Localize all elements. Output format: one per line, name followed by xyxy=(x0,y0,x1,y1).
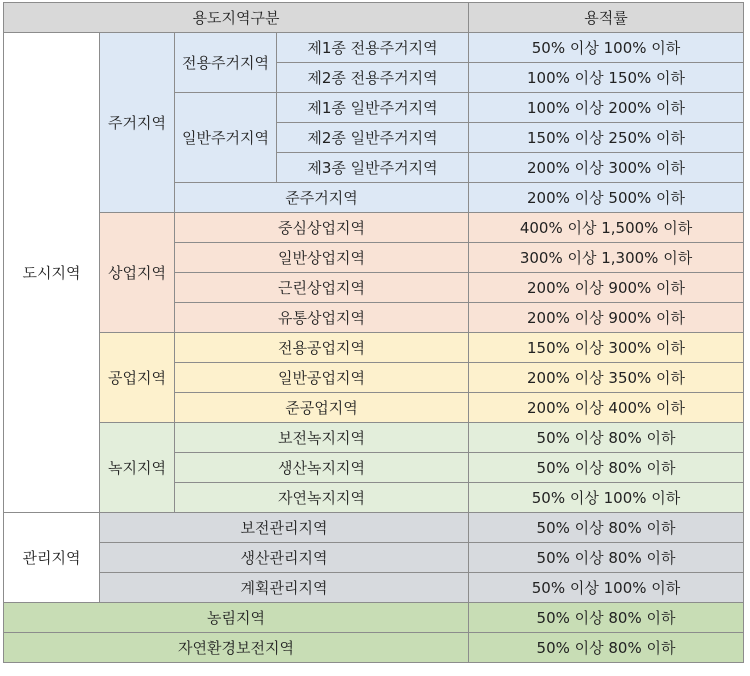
zone-name: 유통상업지역 xyxy=(175,303,469,333)
header-floor-area-ratio: 용적률 xyxy=(469,3,744,33)
zone-ratio: 100% 이상 150% 이하 xyxy=(469,63,744,93)
management-area-label: 관리지역 xyxy=(4,513,100,603)
header-zoning-category: 용도지역구분 xyxy=(4,3,469,33)
natural-environment-conservation-area: 자연환경보전지역 xyxy=(4,633,469,663)
green-area-label: 녹지지역 xyxy=(100,423,175,513)
table-row xyxy=(4,543,744,573)
zone-name: 일반상업지역 xyxy=(175,243,469,273)
zone-name: 전용공업지역 xyxy=(175,333,469,363)
commercial-area-label: 상업지역 xyxy=(100,213,175,333)
table-row xyxy=(4,603,744,633)
table-row xyxy=(4,573,744,603)
table-row xyxy=(4,33,744,63)
zone-ratio: 200% 이상 900% 이하 xyxy=(469,273,744,303)
urban-area-label: 도시지역 xyxy=(4,33,100,513)
zone-ratio: 200% 이상 300% 이하 xyxy=(469,153,744,183)
zone-name: 생산녹지지역 xyxy=(175,453,469,483)
zone-name: 일반공업지역 xyxy=(175,363,469,393)
table-row xyxy=(4,423,744,453)
zone-ratio: 200% 이상 400% 이하 xyxy=(469,393,744,423)
zone-ratio: 100% 이상 200% 이하 xyxy=(469,93,744,123)
zone-ratio: 50% 이상 80% 이하 xyxy=(469,633,744,663)
zone-ratio: 400% 이상 1,500% 이하 xyxy=(469,213,744,243)
zone-name: 제2종 일반주거지역 xyxy=(277,123,469,153)
zone-name: 보전관리지역 xyxy=(100,513,469,543)
exclusive-residential-label: 전용주거지역 xyxy=(175,33,277,93)
zone-name: 제2종 전용주거지역 xyxy=(277,63,469,93)
zone-name: 중심상업지역 xyxy=(175,213,469,243)
table-row xyxy=(4,333,744,363)
zone-ratio: 200% 이상 350% 이하 xyxy=(469,363,744,393)
zone-ratio: 50% 이상 100% 이하 xyxy=(469,573,744,603)
zone-ratio: 200% 이상 500% 이하 xyxy=(469,183,744,213)
agricultural-forest-area: 농림지역 xyxy=(4,603,469,633)
zone-name: 자연녹지지역 xyxy=(175,483,469,513)
table-header-row xyxy=(4,3,744,33)
zone-name: 제1종 전용주거지역 xyxy=(277,33,469,63)
residential-area-label: 주거지역 xyxy=(100,33,175,213)
zone-ratio: 50% 이상 100% 이하 xyxy=(469,33,744,63)
zone-ratio: 300% 이상 1,300% 이하 xyxy=(469,243,744,273)
zone-name: 준주거지역 xyxy=(175,183,469,213)
zone-ratio: 50% 이상 80% 이하 xyxy=(469,513,744,543)
zone-ratio: 50% 이상 80% 이하 xyxy=(469,453,744,483)
zone-name: 준공업지역 xyxy=(175,393,469,423)
zone-ratio: 150% 이상 300% 이하 xyxy=(469,333,744,363)
zone-name: 계획관리지역 xyxy=(100,573,469,603)
zone-name: 제3종 일반주거지역 xyxy=(277,153,469,183)
zone-ratio: 200% 이상 900% 이하 xyxy=(469,303,744,333)
zone-name: 보전녹지지역 xyxy=(175,423,469,453)
zone-ratio: 50% 이상 80% 이하 xyxy=(469,423,744,453)
zone-ratio: 50% 이상 100% 이하 xyxy=(469,483,744,513)
table-row xyxy=(4,633,744,663)
zoning-floor-area-ratio-table xyxy=(3,2,744,663)
zone-ratio: 50% 이상 80% 이하 xyxy=(469,543,744,573)
table-row xyxy=(4,513,744,543)
zone-name: 제1종 일반주거지역 xyxy=(277,93,469,123)
zone-ratio: 150% 이상 250% 이하 xyxy=(469,123,744,153)
zone-name: 생산관리지역 xyxy=(100,543,469,573)
zone-ratio: 50% 이상 80% 이하 xyxy=(469,603,744,633)
industrial-area-label: 공업지역 xyxy=(100,333,175,423)
table-row xyxy=(4,213,744,243)
zone-name: 근린상업지역 xyxy=(175,273,469,303)
general-residential-label: 일반주거지역 xyxy=(175,93,277,183)
